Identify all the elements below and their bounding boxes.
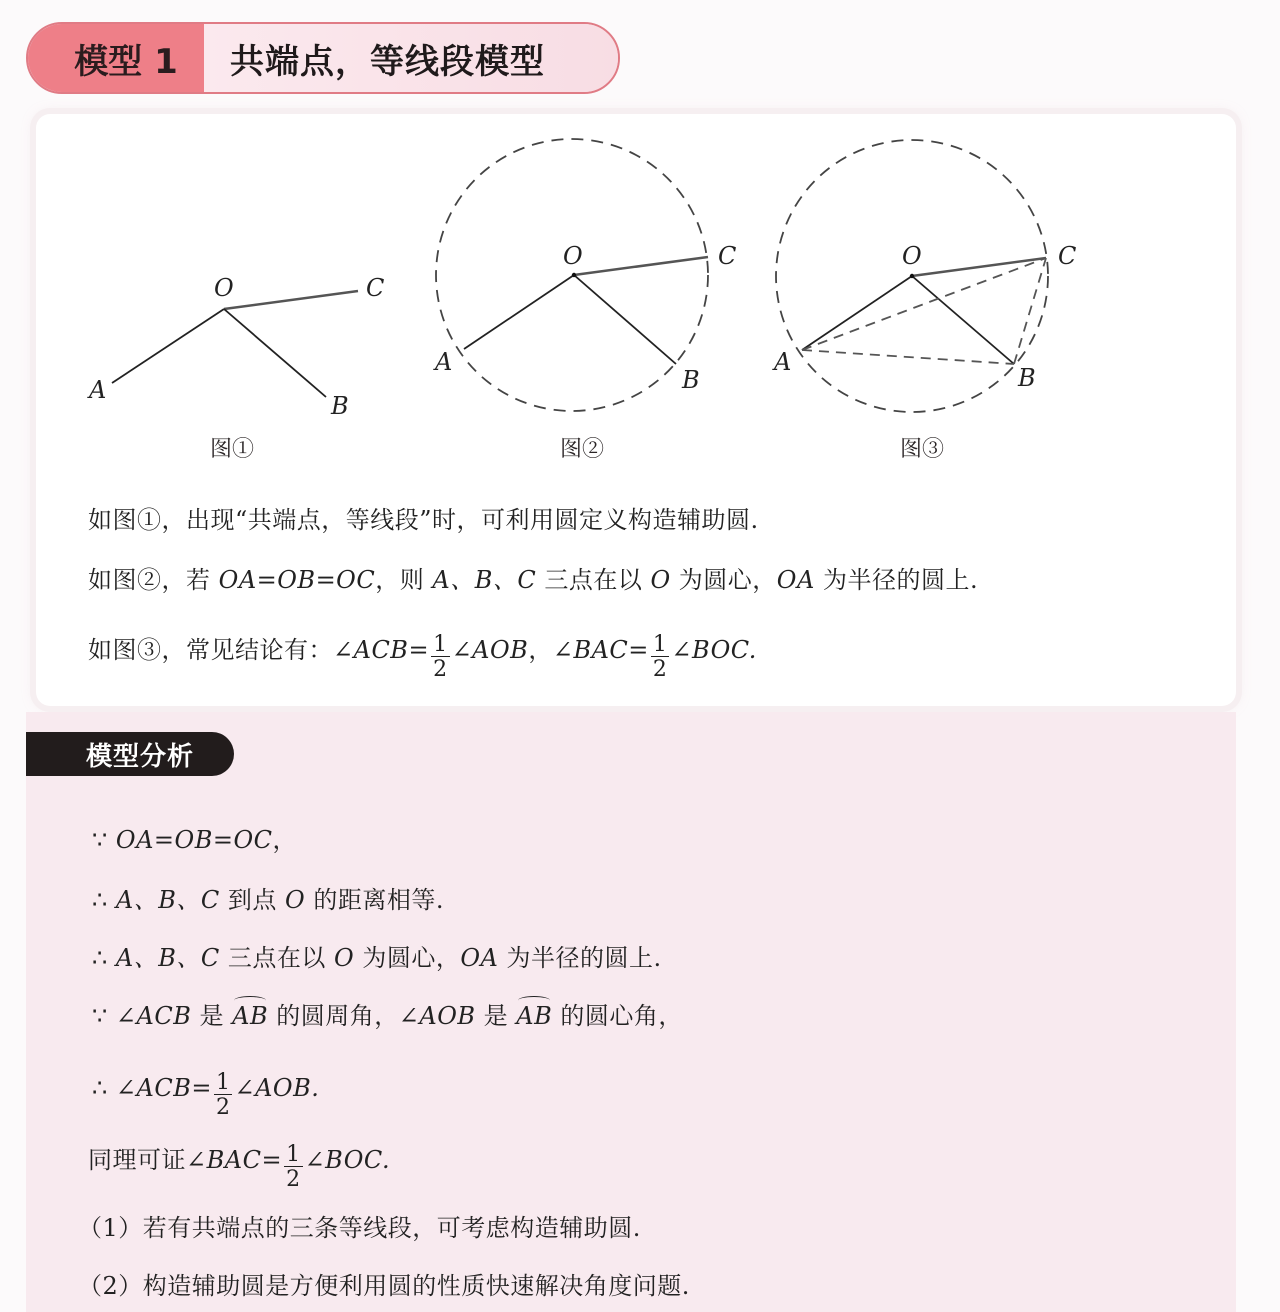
math-points: A、B、C (432, 566, 537, 594)
math-angle: ∠BOC. (671, 636, 757, 664)
math-angle: ∠ACB (115, 1002, 192, 1030)
math-angle: ∠BAC= (552, 636, 649, 664)
fig2-label-A: A (435, 348, 453, 376)
figure-2-caption: 图② (560, 437, 605, 462)
intro-line-2 (88, 560, 978, 595)
math-segment: OA (460, 944, 499, 972)
figure-1-caption: 图① (210, 437, 255, 462)
math-angle: ∠ACB= (115, 1074, 212, 1102)
fig1-label-A: A (89, 376, 107, 404)
analysis-line-5 (92, 1066, 320, 1120)
fig3-label-B: B (1018, 364, 1037, 392)
model-header (26, 22, 620, 94)
fig3-label-O: O (902, 242, 923, 270)
analysis-line-2 (92, 880, 444, 915)
text: 到点 (219, 886, 286, 914)
text: 同理可证 (88, 1146, 186, 1174)
because-symbol: ∵ (92, 1002, 108, 1030)
fraction-numerator: 1 (652, 632, 668, 657)
fig1-label-O: O (214, 274, 235, 302)
fig1-label-C: C (366, 274, 385, 302)
fig2-label-C: C (718, 242, 737, 270)
fig3-label-A: A (774, 348, 792, 376)
text: 如图③，常见结论有： (88, 636, 333, 664)
text: 的圆周角， (268, 1002, 399, 1030)
model-number-badge: 模型 1 (28, 24, 204, 92)
math-angle: ∠AOB (398, 1002, 476, 1030)
math-arc: AB (232, 1002, 269, 1030)
math-points: A、B、C (115, 886, 220, 914)
fraction-numerator: 1 (286, 1142, 301, 1167)
fig1-label-B: B (331, 392, 350, 420)
model-title: 共端点，等线段模型 (204, 24, 618, 92)
math-point: O (650, 566, 671, 594)
text: 三点在以 (219, 944, 335, 972)
therefore-symbol: ∴ (92, 1074, 108, 1102)
math-angle: ∠ACB= (333, 636, 430, 664)
fraction-numerator: 1 (433, 632, 448, 657)
math-angle: ∠AOB (451, 636, 529, 664)
math-equation: OA=OB=OC (218, 566, 376, 594)
text: 为圆心， (670, 566, 777, 594)
fraction-denominator: 2 (433, 657, 448, 682)
text: 三点在以 (536, 566, 651, 594)
because-symbol: ∵ (92, 826, 108, 854)
math-point: O (334, 944, 355, 972)
text: 为圆心， (354, 944, 461, 972)
therefore-symbol: ∴ (92, 944, 108, 972)
figure-3-diagram (760, 130, 1100, 430)
math-angle: ∠BOC. (304, 1146, 391, 1174)
text: 为半径的圆上. (498, 944, 662, 972)
math-angle: ∠BAC= (186, 1146, 283, 1174)
text: ， (528, 636, 553, 664)
math-point: O (285, 886, 306, 914)
text: 的距离相等. (305, 886, 444, 914)
text: 是 (191, 1002, 233, 1030)
math-equation: OA=OB=OC (115, 826, 273, 854)
text: 为半径的圆上. (814, 566, 979, 594)
analysis-line-3 (92, 938, 662, 973)
analysis-note-2: （2）构造辅助圆是方便利用圆的性质快速解决角度问题. (78, 1272, 690, 1300)
fig2-label-B: B (682, 366, 701, 394)
math-segment: OA (776, 566, 815, 594)
therefore-symbol: ∴ (92, 886, 108, 914)
figure-3-caption: 图③ (900, 437, 945, 462)
analysis-line-6 (88, 1138, 391, 1192)
analysis-note-1: （1）若有共端点的三条等线段，可考虑构造辅助圆. (78, 1214, 641, 1242)
fraction-half (214, 1072, 233, 1119)
fraction-denominator: 2 (286, 1167, 301, 1192)
math-points: A、B、C (115, 944, 220, 972)
analysis-line-4 (92, 996, 683, 1031)
fig2-label-O: O (563, 242, 584, 270)
fraction-half (651, 634, 670, 681)
intro-line-3 (88, 628, 757, 682)
fraction-denominator: 2 (652, 657, 668, 682)
text: ， (272, 826, 297, 854)
fraction-denominator: 2 (215, 1095, 231, 1120)
text: 是 (475, 1002, 517, 1030)
fraction-numerator: 1 (215, 1070, 231, 1095)
math-arc: AB (516, 1002, 553, 1030)
analysis-section-tag: 模型分析 (26, 732, 234, 776)
math-angle: ∠AOB. (234, 1074, 320, 1102)
intro-line-1: 如图①，出现“共端点，等线段”时，可利用圆定义构造辅助圆. (88, 506, 759, 534)
fig3-label-C: C (1058, 242, 1077, 270)
text: 如图②，若 (88, 566, 219, 594)
analysis-line-1 (92, 820, 297, 855)
text: 的圆心角， (552, 1002, 683, 1030)
fraction-half (431, 634, 450, 681)
fraction-half (284, 1144, 303, 1191)
text: ，则 (375, 566, 433, 594)
